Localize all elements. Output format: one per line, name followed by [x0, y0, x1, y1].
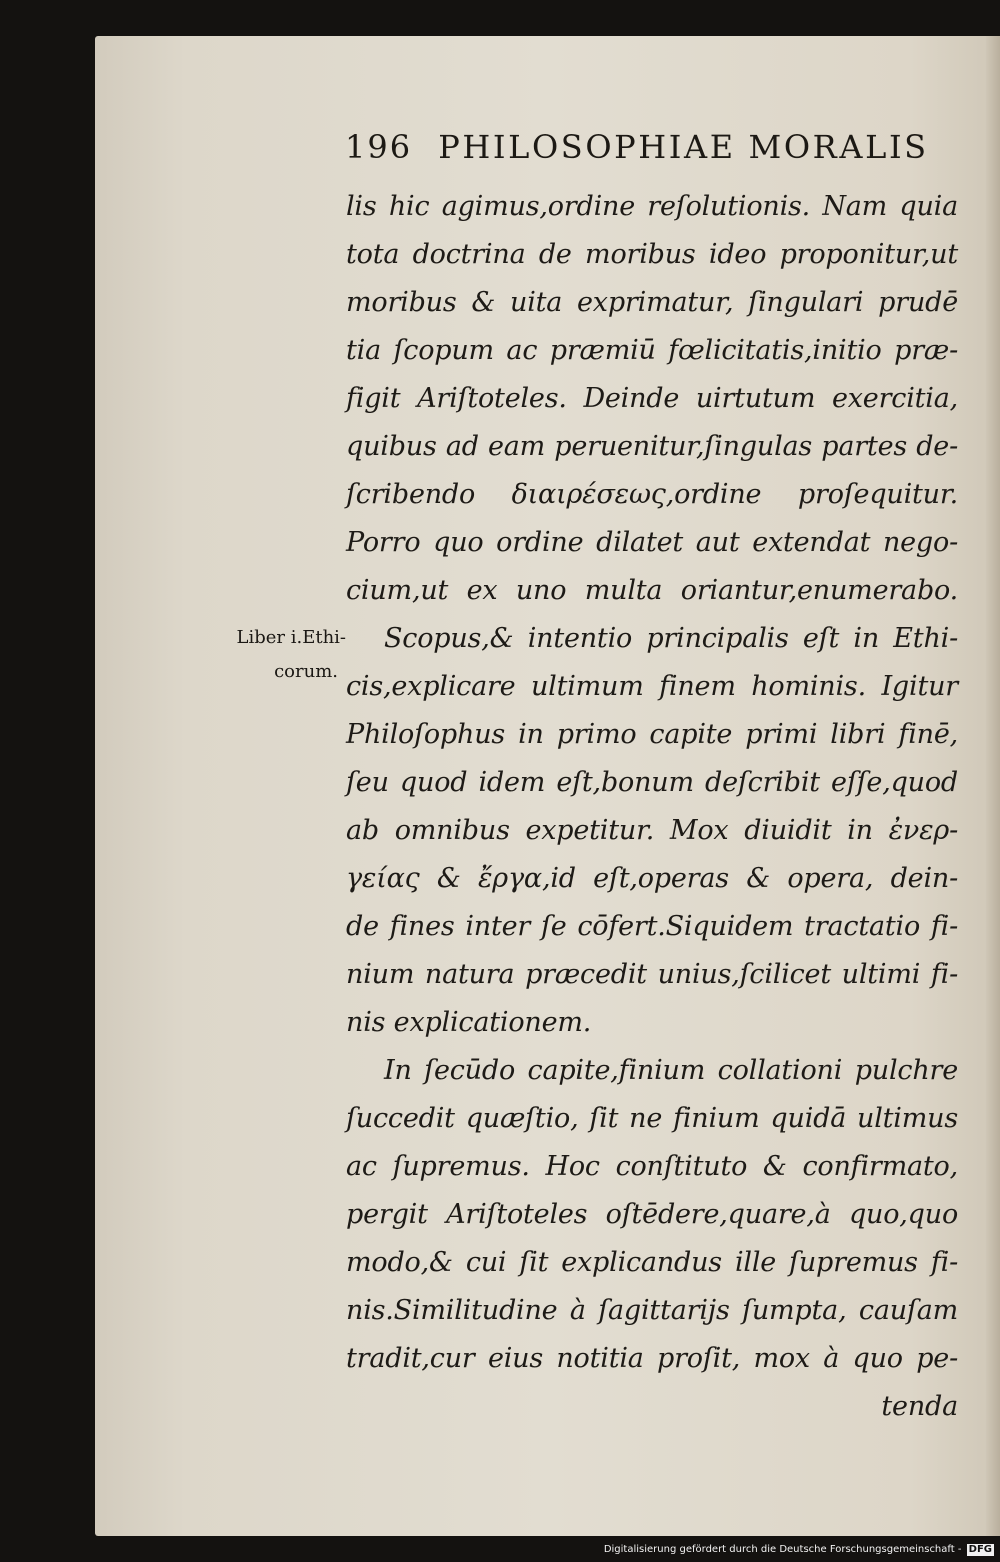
text-line: moribus & uita exprimatur, ſingulari prudē — [346, 287, 958, 318]
text-line: de fines inter ſe cōfert.Siquidem tractatio fi- — [346, 911, 958, 942]
text-line: pergit Ariſtoteles oſtēdere,quare,à quo,quo — [346, 1199, 958, 1230]
running-head: PHILOSOPHIAE MORALIS — [438, 128, 929, 166]
text-line: ſuccedit quæſtio, ſit ne finium quidā ultimus — [346, 1103, 958, 1134]
text-line: γείας & ἔργα,id eſt,operas & opera, dein- — [346, 863, 958, 894]
text-line: quibus ad eam peruenitur,ſingulas partes de- — [346, 431, 958, 462]
text-line: cis,explicare ultimum finem hominis. Igitur — [346, 671, 958, 702]
text-line: tota doctrina de moribus ideo proponitur,ut — [346, 239, 958, 270]
text-line: cium,ut ex uno multa oriantur,enumerabo. — [346, 575, 958, 606]
text-line: ab omnibus expetitur. Mox diuidit in ἐνερ- — [346, 815, 958, 846]
text-line: ſcribendo διαιρέσεως,ordine proſequitur. — [346, 479, 958, 510]
marginal-note-line-1: Liber i.Ethi- — [236, 627, 346, 648]
body-text — [346, 183, 958, 1431]
dfg-logo: DFG — [968, 1544, 992, 1555]
text-line: tia ſcopum ac præmiū fœlicitatis,initio præ- — [346, 335, 958, 366]
text-line: Scopus,& intentio principalis eſt in Ethi- — [384, 623, 958, 654]
text-line: ac ſupremus. Hoc conſtituto & confirmato, — [346, 1151, 958, 1182]
text-line: nis.Similitudine à ſagittarijs ſumpta, cauſam — [346, 1295, 958, 1326]
text-line: In ſecūdo capite,finium collationi pulchre — [384, 1055, 958, 1086]
page-number: 196 — [345, 128, 413, 166]
marginal-note — [196, 621, 346, 689]
text-line: lis hic agimus,ordine reſolutionis. Nam quia — [346, 191, 958, 222]
page-header — [345, 128, 945, 178]
marginal-note-line-2: corum. — [274, 661, 338, 682]
footer-text: Digitalisierung gefördert durch die Deutsche Forschungsgemeinschaft - — [603, 1544, 962, 1555]
text-line: Philoſophus in primo capite primi libri finē, — [346, 719, 958, 750]
text-line: tradit,cur eius notitia proſit, mox à quo pe- — [346, 1343, 958, 1374]
text-line: modo,& cui ſit explicandus ille ſupremus fi- — [346, 1247, 958, 1278]
catchword: tenda — [881, 1391, 958, 1422]
text-line: nium natura præcedit unius,ſcilicet ultimi fi- — [346, 959, 958, 990]
text-line: figit Ariſtoteles. Deinde uirtutum exercitia, — [346, 383, 958, 414]
page-edge — [986, 36, 1000, 1536]
text-line: ſeu quod idem eſt,bonum deſcribit eſſe,quod — [346, 767, 958, 798]
text-line: nis explicationem. — [346, 1007, 592, 1038]
text-line: Porro quo ordine dilatet aut extendat nego- — [346, 527, 958, 558]
footer-credit — [604, 1544, 994, 1556]
